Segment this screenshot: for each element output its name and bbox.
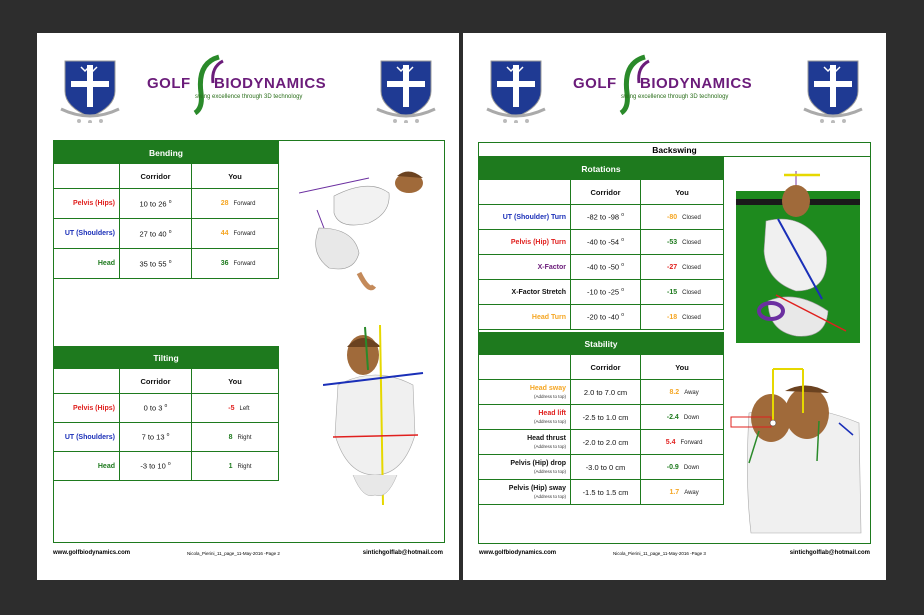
direction-label: Forward — [680, 439, 703, 446]
corridor-value: 10 to 26 — [139, 199, 167, 209]
you-value: -5 — [228, 404, 235, 412]
corridor-value: 2.0 to 7.0 cm — [571, 380, 641, 405]
table-row: Pelvis (Hip) Turn -40 to -54 $^o$ -53 Closed — [479, 230, 724, 255]
table-row: UT (Shoulders) 7 to 13 $^o$ 8 Right — [54, 423, 279, 452]
table-row: UT (Shoulder) Turn -82 to -98 $^o$ -80 Closed — [479, 205, 724, 230]
corridor-value: 35 to 55 — [139, 259, 167, 269]
footer-email: sintichgolflab@hotmail.com — [789, 550, 870, 556]
table-row — [479, 380, 724, 405]
you-value: -27 — [667, 263, 678, 271]
you-value: -0.9 — [666, 463, 679, 471]
table-row: Head -3 to 10 $^o$ 1 Right — [54, 452, 279, 481]
corridor-value: -20 to -40 — [587, 312, 620, 322]
direction-label: Forward — [233, 231, 256, 237]
you-value: 5.4 — [665, 438, 676, 446]
club-crest-logo — [485, 57, 547, 123]
direction-label: Closed — [682, 239, 701, 246]
logo-tagline: swing excellence through 3D technology — [195, 94, 303, 100]
corridor-value: 27 to 40 — [139, 229, 167, 239]
page-header — [37, 47, 459, 127]
table-row — [479, 430, 724, 455]
footer-email: sintichgolflab@hotmail.com — [362, 550, 443, 556]
footer-website: www.golfbiodynamics.com — [53, 550, 131, 556]
row-sublabel: (Address to top) — [533, 444, 566, 449]
row-label: Pelvis (Hip) drop — [510, 460, 566, 467]
row-label: Head — [54, 452, 120, 481]
logo-text-golf: GOLF — [147, 75, 191, 92]
logo-tagline: swing excellence through 3D technology — [621, 94, 729, 100]
direction-label: Left — [239, 405, 250, 412]
stability-body-figure — [729, 363, 865, 535]
direction-label: Closed — [682, 314, 701, 321]
rotations-body-figure — [736, 171, 861, 343]
row-sublabel: (Address to top) — [533, 419, 566, 424]
row-label: UT (Shoulders) — [54, 423, 120, 452]
you-value: 36 — [220, 260, 229, 267]
rotations-table — [478, 157, 724, 330]
row-label: Head sway — [529, 385, 566, 392]
bending-table — [53, 141, 279, 279]
tilting-body-figure — [323, 325, 428, 505]
column-header-you: You — [192, 164, 279, 189]
logo-text-golf: GOLF — [573, 75, 617, 92]
row-label: X-Factor — [479, 255, 571, 280]
column-header-you: You — [641, 355, 724, 380]
direction-label: Forward — [233, 261, 256, 267]
table-row — [479, 455, 724, 480]
corridor-value: -2.5 to 1.0 cm — [571, 405, 641, 430]
corridor-value: 0 to 3 — [143, 403, 163, 413]
page-header — [463, 47, 886, 127]
corridor-value: -10 to -25 — [587, 287, 620, 297]
row-label: Pelvis (Hip) Turn — [479, 230, 571, 255]
club-crest-logo — [802, 57, 864, 123]
club-crest-logo — [59, 57, 121, 123]
corridor-value: -1.5 to 1.5 cm — [571, 480, 641, 505]
row-label: Pelvis (Hips) — [54, 189, 120, 219]
logo-text-biodynamics: BIODYNAMICS — [640, 75, 753, 92]
corridor-value: -2.0 to 2.0 cm — [571, 430, 641, 455]
club-crest-logo — [375, 57, 437, 123]
direction-label: Closed — [682, 214, 701, 221]
you-value: 1.7 — [669, 488, 680, 496]
you-value: 28 — [220, 200, 229, 207]
table-row: UT (Shoulders) 27 to 40 $^o$ 44 Forward — [54, 219, 279, 249]
corridor-value: 7 to 13 — [141, 432, 165, 442]
column-header-corridor: Corridor — [120, 164, 192, 189]
row-label: Head lift — [538, 410, 566, 417]
table-title: Bending — [54, 142, 279, 164]
you-value: -53 — [667, 238, 678, 246]
row-label: Head thrust — [527, 435, 566, 442]
stability-table — [478, 332, 724, 505]
you-value: 44 — [220, 230, 229, 237]
table-row: Head Turn -20 to -40 $^o$ -18 Closed — [479, 305, 724, 330]
row-label: UT (Shoulders) — [54, 219, 120, 249]
golf-biodynamics-logo — [563, 53, 803, 117]
report-page-3 — [463, 33, 886, 580]
column-header-corridor: Corridor — [571, 355, 641, 380]
you-value: 1 — [228, 462, 233, 470]
you-value: -2.4 — [666, 413, 679, 421]
footer-page-ref: Nicola_Pierini_11_page_11-May-2016 -Page 2 — [187, 551, 280, 556]
table-row: Pelvis (Hips) 0 to 3 $^o$ -5 Left — [54, 394, 279, 423]
direction-label: Right — [237, 463, 252, 470]
tilting-table — [53, 346, 279, 481]
corridor-value: -3.0 to 0 cm — [571, 455, 641, 480]
footer-website: www.golfbiodynamics.com — [479, 550, 557, 556]
backswing-title: Backswing — [479, 143, 870, 157]
you-value: -80 — [667, 213, 678, 221]
direction-label: Forward — [233, 201, 256, 207]
direction-label: Closed — [682, 264, 701, 271]
corridor-value: -40 to -50 — [587, 262, 620, 272]
table-row — [479, 405, 724, 430]
table-title: Stability — [479, 333, 724, 355]
corridor-value: -82 to -98 — [587, 212, 620, 222]
direction-label: Down — [683, 414, 700, 421]
table-row: Pelvis (Hips) 10 to 26 $^o$ 28 Forward — [54, 189, 279, 219]
footer-page-ref: Nicola_Pierini_11_page_11-May-2016 -Page 3 — [613, 551, 706, 556]
column-header-corridor: Corridor — [571, 180, 641, 205]
row-label: UT (Shoulder) Turn — [479, 205, 571, 230]
you-value: -15 — [667, 288, 678, 296]
golf-biodynamics-logo — [137, 53, 377, 117]
direction-label: Away — [684, 489, 699, 496]
page-footer — [53, 550, 443, 562]
direction-label: Down — [683, 464, 700, 471]
column-header-you: You — [641, 180, 724, 205]
logo-text-biodynamics: BIODYNAMICS — [214, 75, 327, 92]
row-label: Pelvis (Hip) sway — [508, 485, 566, 492]
row-label: Head — [54, 249, 120, 279]
row-sublabel: (Address to top) — [533, 494, 566, 499]
direction-label: Right — [237, 434, 252, 441]
column-header-corridor: Corridor — [120, 369, 192, 394]
row-label: Pelvis (Hips) — [54, 394, 120, 423]
table-row: X-Factor -40 to -50 $^o$ -27 Closed — [479, 255, 724, 280]
row-label: X-Factor Stretch — [479, 280, 571, 305]
you-value: -18 — [667, 313, 678, 321]
corridor-value: -3 to 10 — [140, 461, 166, 471]
table-row — [479, 480, 724, 505]
table-row: X-Factor Stretch -10 to -25 $^o$ -15 Closed — [479, 280, 724, 305]
row-sublabel: (Address to top) — [533, 394, 566, 399]
table-row: Head 35 to 55 $^o$ 36 Forward — [54, 249, 279, 279]
you-value: 8 — [228, 433, 233, 441]
table-title: Rotations — [479, 158, 724, 180]
bending-body-figure — [299, 158, 429, 298]
report-page-2 — [37, 33, 459, 580]
column-header-you: You — [192, 369, 279, 394]
direction-label: Closed — [682, 289, 701, 296]
direction-label: Away — [684, 389, 699, 396]
page-footer — [479, 550, 870, 562]
you-value: 8.2 — [669, 388, 680, 396]
corridor-value: -40 to -54 — [587, 237, 620, 247]
row-label: Head Turn — [479, 305, 571, 330]
row-sublabel: (Address to top) — [533, 469, 566, 474]
table-title: Tilting — [54, 347, 279, 369]
